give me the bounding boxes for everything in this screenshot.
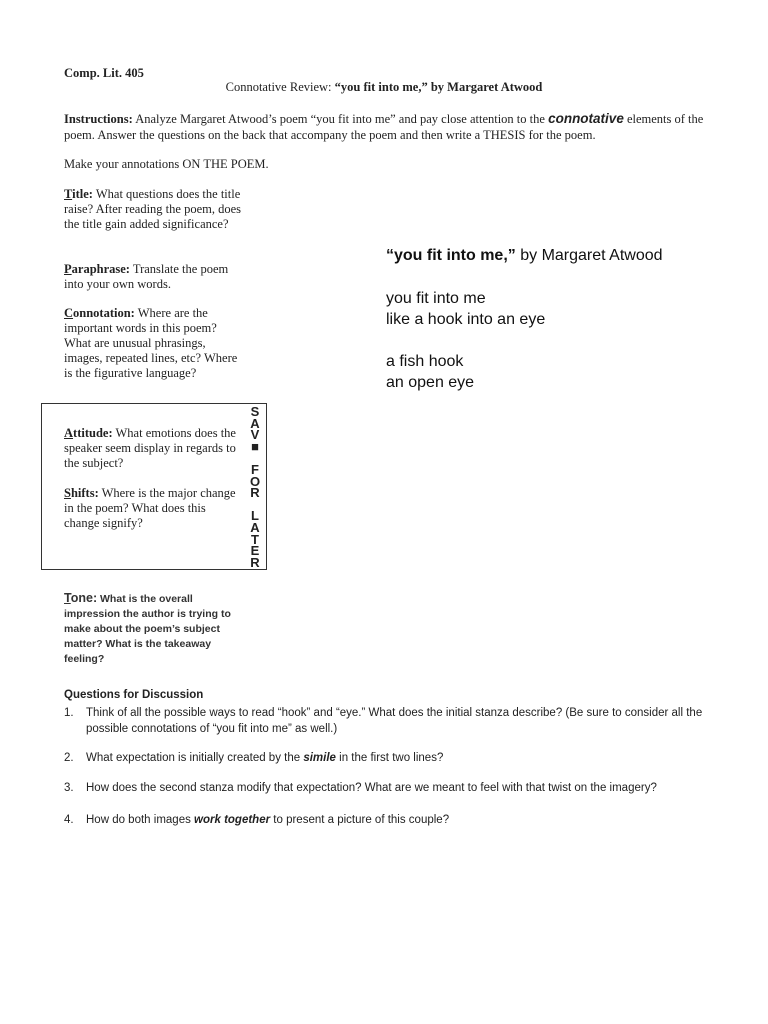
discussion-heading: Questions for Discussion — [64, 689, 204, 701]
annotate-note: Make your annotations ON THE POEM. — [64, 157, 269, 171]
instructions-text: Analyze Margaret Atwood’s poem “you fit into me” and pay close attention to the — [132, 112, 549, 126]
poem-line: like a hook into an eye — [386, 311, 546, 328]
prompt-attitude: Attitude: What emotions does the speaker seem display in regards to the subject? — [64, 426, 236, 470]
instructions — [64, 111, 714, 143]
course-label: Comp. Lit. 405 — [64, 66, 144, 80]
prompt-paraphrase: Paraphrase: Translate the poem into your own words. — [64, 262, 229, 291]
instructions-label: Instructions: — [64, 112, 133, 126]
poem-body — [386, 288, 545, 393]
prompt-tone: Tone: What is the overall impression the author is trying to make about the poem’s subject matter? What is the takeaway feeling? — [64, 591, 231, 665]
instructions-text-2: elements of the poem. Answer the questions on the back that accompany the poem and then write a THESIS for the poem. — [64, 112, 704, 142]
poem-line: a fish hook — [386, 353, 464, 370]
prompt-shifts: Shifts: Where is the major change in the poem? What does this change signify? — [64, 486, 236, 530]
prompt-title: Title: What questions does the title raise? After reading the poem, does the title gain added significance? — [64, 187, 242, 231]
poem-author: by Margaret Atwood — [515, 247, 663, 264]
poem-line: an open eye — [386, 374, 475, 391]
poem-line: you fit into me — [386, 290, 486, 307]
poem-title: “you fit into me,” — [386, 247, 516, 264]
document-page: Comp. Lit. 405 Connotative Review: “you fit into me,” by Margaret Atwood Instructions: Analyze Margaret Atwood’s poem “you fit into me” and pay close attention to the connotative elements of the poem. Answer the questions on the back that accompany the poem and then write a THESIS for the poem. Make your annotations ON THE POEM. Title: What questions does the title raise? After reading the poem, does the title gain added significance? Paraphrase: Translate the poem into your own words. Connotation: Where are the important words in this poem? What are unusual phrasings, images, repeated lines, etc? Where is the figurative language? Attitude: What emotions does the speaker seem display in regards to the subject? Shifts: Where is the major change in the poem? What does this change signify? S A V ■ F O R L A T E R Tone: What is the overall impression the author is trying to make about the poem’s subject matter? What is the takeaway feeling? “you fit into me,” by Margaret Atwood you fit into me like a hook into an eye a fish hook an open eye Questions for Discussion 1. Think of all the possible ways to read “hook” and “eye.” What does the initial stanza describe? (Be sure to consider all the possible connotations of “you fit into me” as well.) 2. What expectation is initially created by the simile in the first two lines? 3. How does the second stanza modify that expectation? What are we meant to feel with that twist on the imagery? 4. How do both images work together to present a picture of this couple? — [0, 0, 768, 1024]
save-for-later-label: S A V ■ F O R L A T E R — [249, 404, 261, 570]
title-bold: “you fit into me,” by Margaret Atwood — [334, 80, 543, 94]
page-title — [0, 80, 768, 95]
poem-heading — [386, 245, 663, 266]
prompt-connotation: Connotation: Where are the important words in this poem? What are unusual phrasings, images, repeated lines, etc? Where is the figurative language? — [64, 306, 238, 380]
title-prefix: Connotative Review: — [225, 80, 335, 94]
emph-connotative: connotative — [548, 111, 624, 126]
